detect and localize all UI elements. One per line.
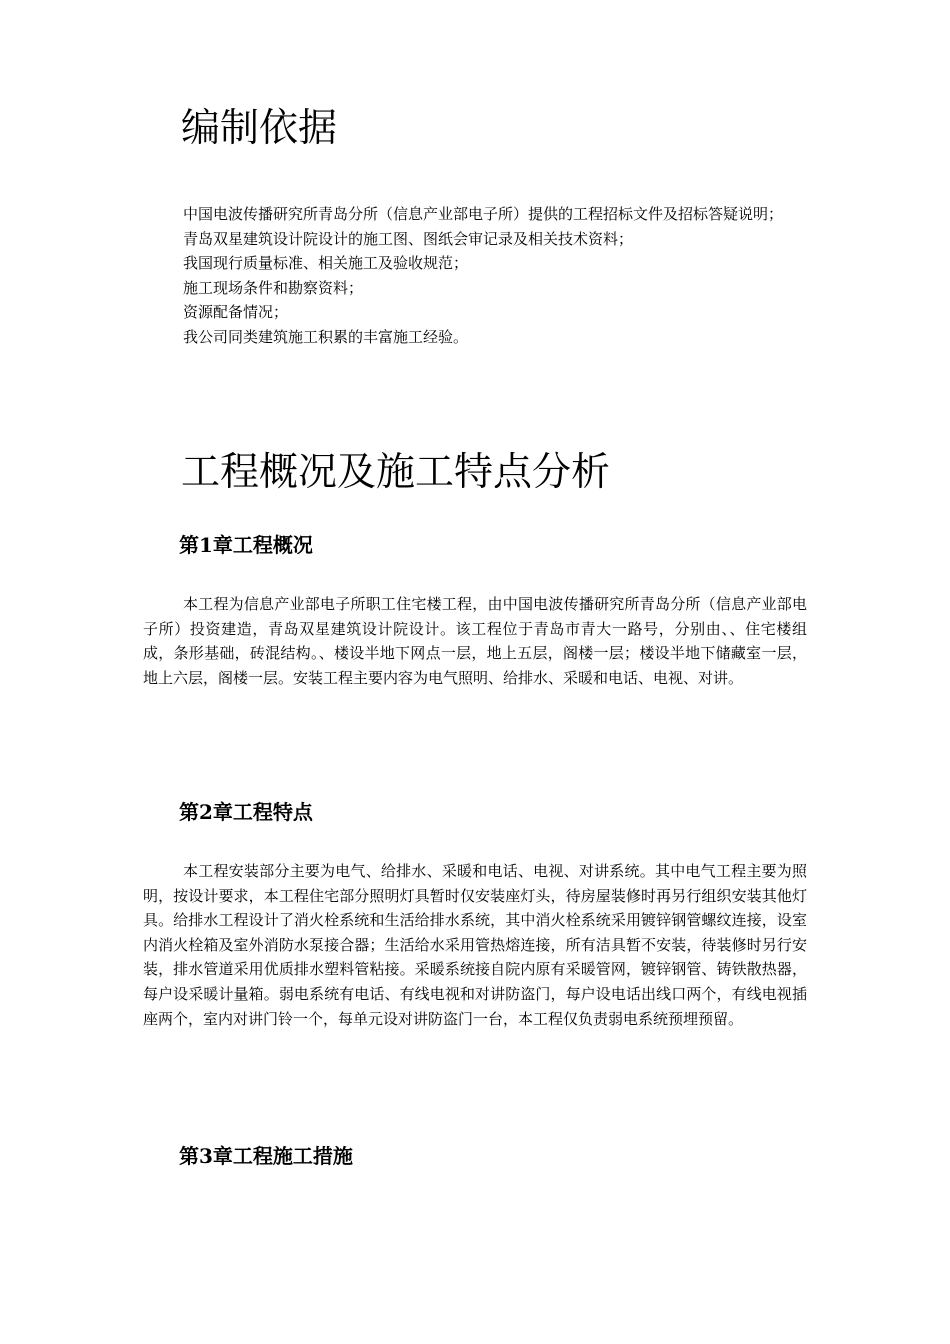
chapter-1-paragraph: 本工程为信息产业部电子所职工住宅楼工程，由中国电波传播研究所青岛分所（信息产业部电子所）投资建造，青岛双星建筑设计院设计。该工程位于青岛市青大一路号，分别由、、住宅楼组成，条形基础，砖混结构。、楼设半地下网点一层，地上五层，阁楼一层；楼设半地下储藏室一层，地上六层，阁楼一层。安装工程主要内容为电气照明、给排水、采暖和电话、电视、对讲。 xyxy=(143,595,807,687)
basis-item-4: 施工现场条件和勘察资料； xyxy=(183,278,364,297)
section-heading-basis: 编制依据 xyxy=(181,106,338,151)
basis-item-2: 青岛双星建筑设计院设计的施工图、图纸会审记录及相关技术资料； xyxy=(183,229,634,248)
chapter-2-paragraph: 本工程安装部分主要为电气、给排水、采暖和电话、电视、对讲系统。其中电气工程主要为照明，按设计要求，本工程住宅部分照明灯具暂时仅安装座灯头，待房屋装修时再另行组织安装其他灯具。给排水工程设计了消火栓系统和生活给排水系统，其中消火栓系统采用镀锌钢管螺纹连接，设室内消火栓箱及室外消防水泵接合器；生活给水采用管热熔连接，所有洁具暂不安装，待装修时另行安装，排水管道采用优质排水塑料管粘接。采暖系统接自院内原有采暖管网，镀锌钢管、铸铁散热器，每户设采暖计量箱。弱电系统有电话、有线电视和对讲防盗门，每户设电话出线口两个，有线电视插座两个，室内对讲门铃一个，每单元设对讲防盗门一台，本工程仅负责弱电系统预埋预留。 xyxy=(143,862,807,1028)
basis-item-6: 我公司同类建筑施工积累的丰富施工经验。 xyxy=(183,327,469,346)
basis-item-1: 中国电波传播研究所青岛分所（信息产业部电子所）提供的工程招标文件及招标答疑说明； xyxy=(183,205,784,223)
chapter-2-title: 第2章工程特点 xyxy=(179,800,313,824)
basis-list xyxy=(143,202,807,350)
basis-item-5: 资源配备情况； xyxy=(183,303,289,322)
chapter-2-body xyxy=(143,859,807,1031)
chapter-1-body xyxy=(143,592,807,690)
section-heading-overview: 工程概况及施工特点分析 xyxy=(181,450,611,495)
basis-item-3: 我国现行质量标准、相关施工及验收规范； xyxy=(183,254,469,273)
chapter-3-title: 第3章工程施工措施 xyxy=(179,1144,353,1168)
chapter-1-title: 第1章工程概况 xyxy=(179,533,313,557)
